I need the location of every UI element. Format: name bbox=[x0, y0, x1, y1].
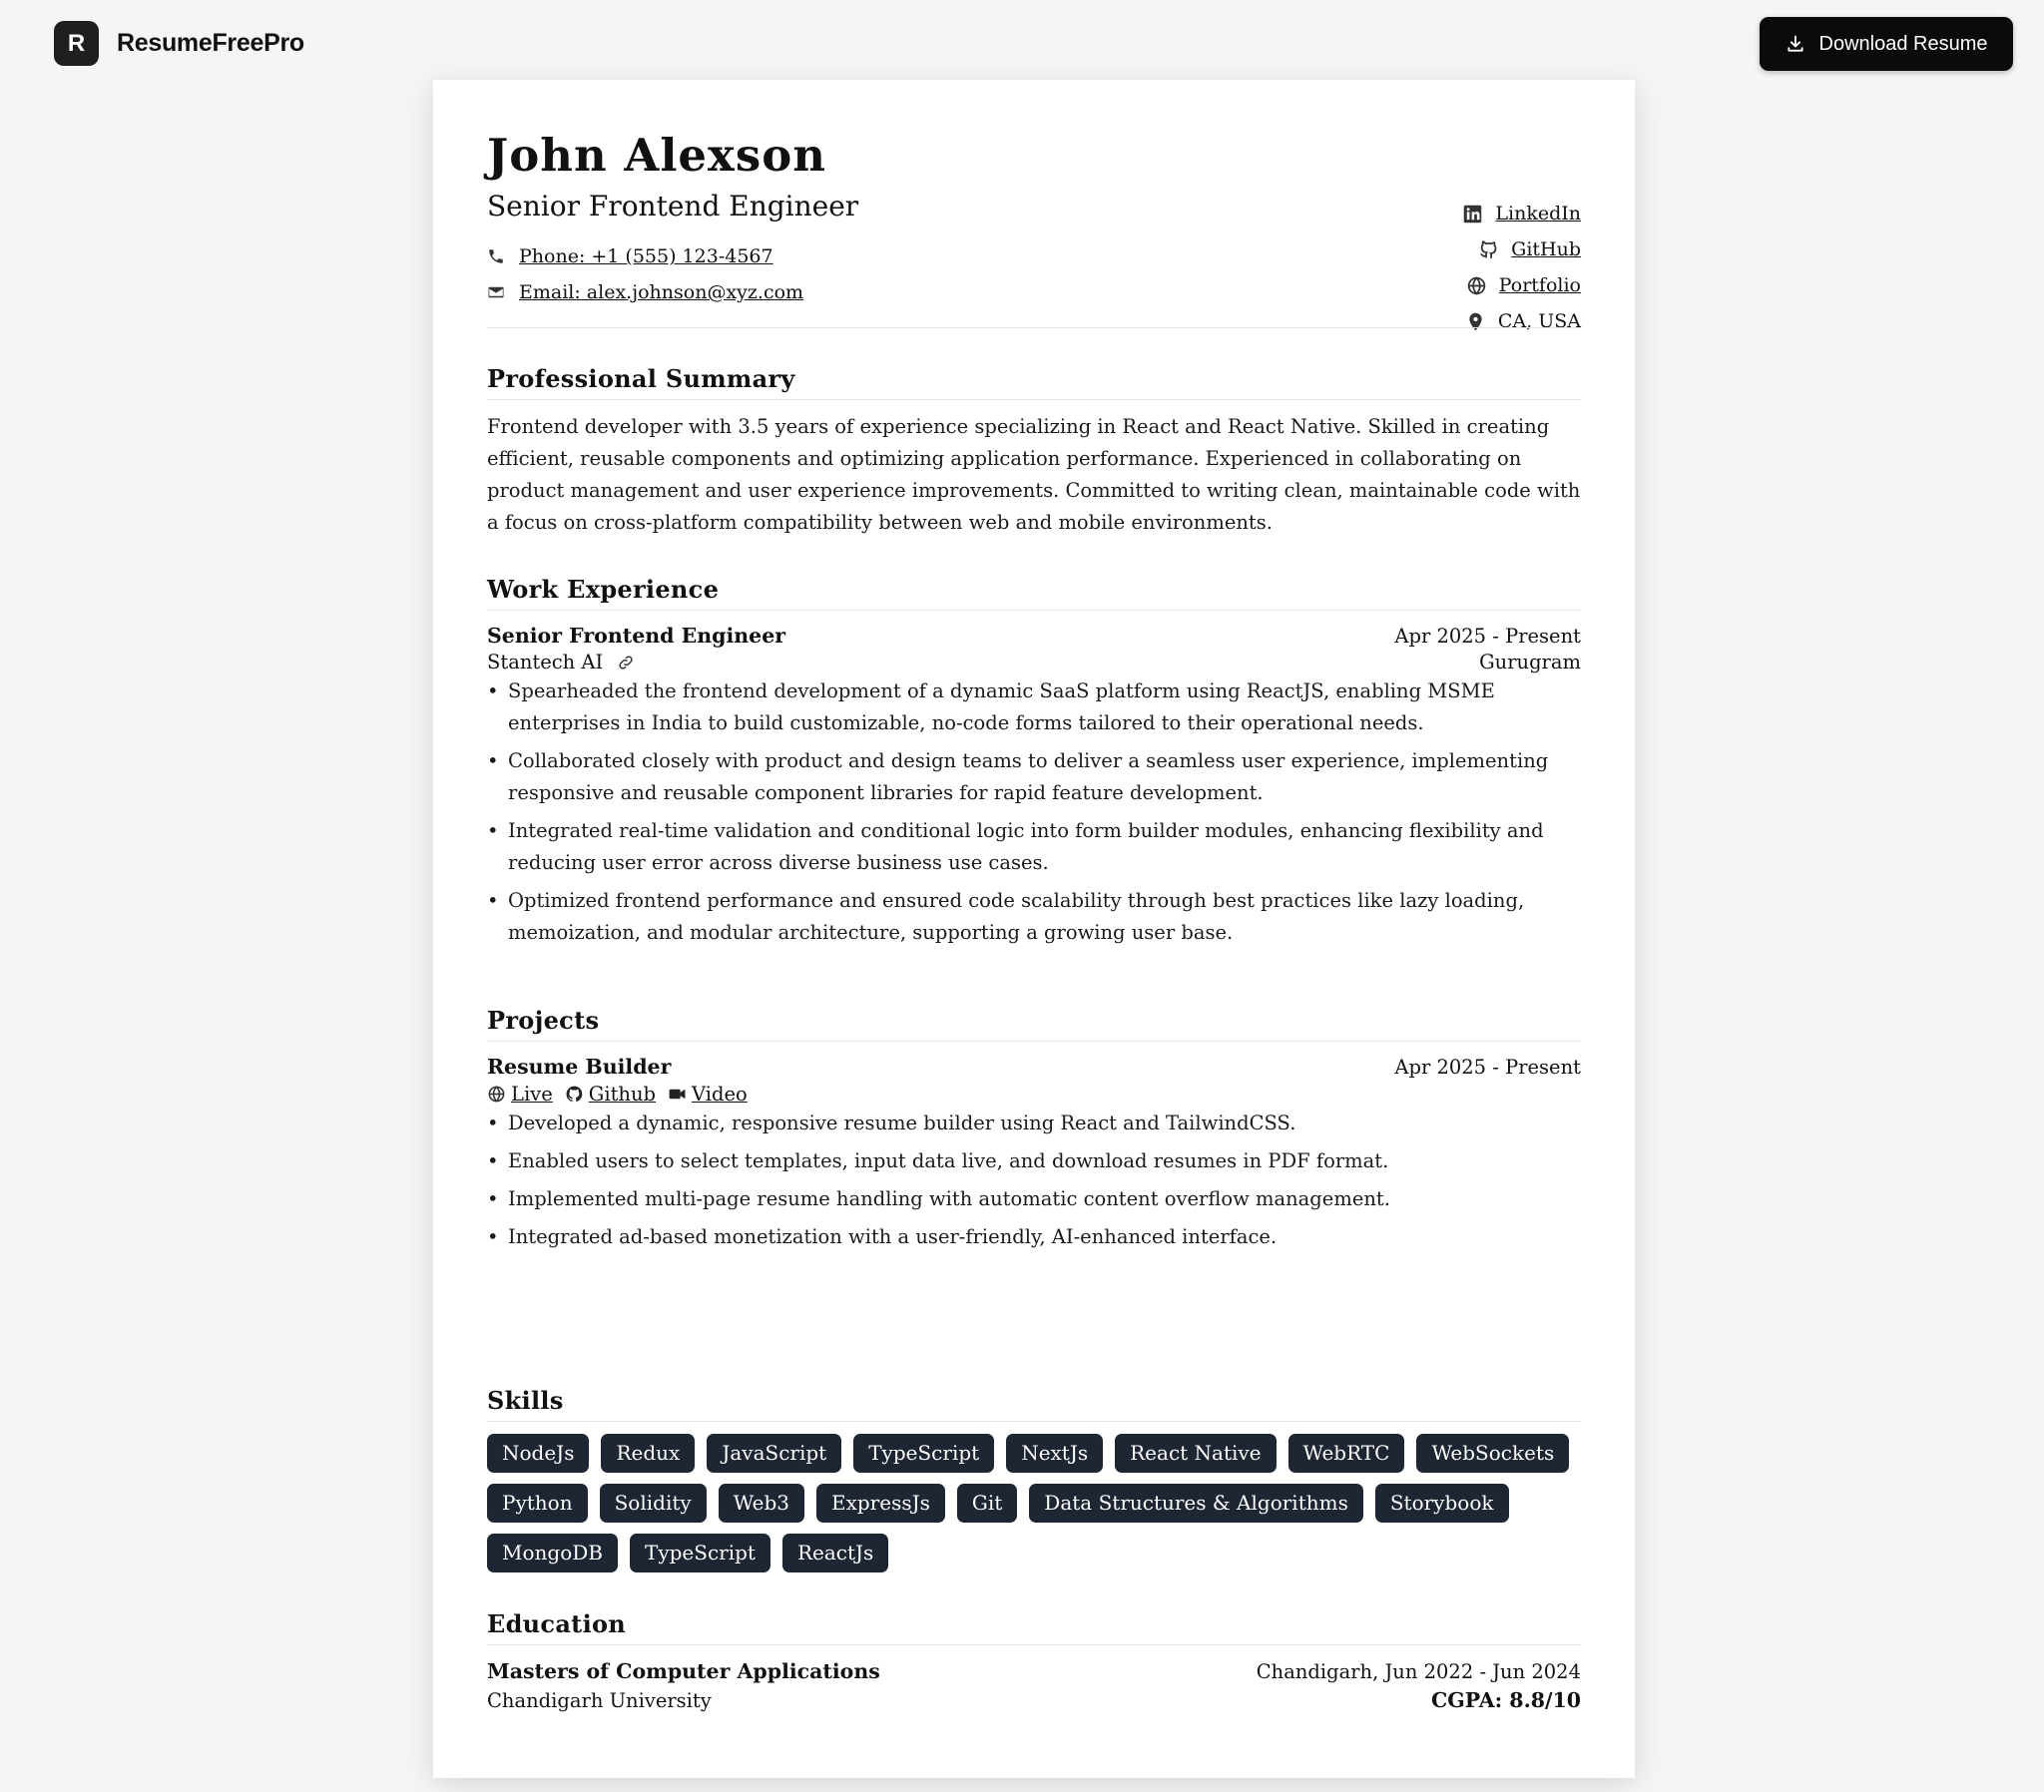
projects-heading: Projects bbox=[487, 1006, 1581, 1042]
download-resume-button[interactable] bbox=[1760, 17, 2013, 71]
phone-icon bbox=[487, 247, 505, 265]
project-name: Resume Builder bbox=[487, 1055, 672, 1079]
skill-chip: MongoDB bbox=[487, 1534, 618, 1572]
experience-heading: Work Experience bbox=[487, 575, 1581, 611]
project-links bbox=[487, 1083, 1581, 1106]
project-github-link[interactable]: Github bbox=[588, 1083, 657, 1106]
skill-chip: JavaScript bbox=[707, 1434, 841, 1473]
list-item: • Integrated ad-based monetization with a user-friendly, AI-enhanced interface. bbox=[487, 1221, 1581, 1253]
skill-chip: WebSockets bbox=[1416, 1434, 1569, 1473]
mail-icon bbox=[487, 283, 505, 301]
skill-chip: WebRTC bbox=[1288, 1434, 1405, 1473]
skill-chip: ExpressJs bbox=[816, 1484, 945, 1523]
download-resume-label: Download Resume bbox=[1818, 32, 1988, 55]
download-icon bbox=[1786, 34, 1805, 54]
link-icon[interactable] bbox=[617, 654, 635, 672]
linkedin-row bbox=[1462, 203, 1581, 224]
resume-paper bbox=[433, 80, 1635, 1778]
project-video-link[interactable]: Video bbox=[692, 1083, 748, 1106]
education-grade: CGPA: 8.8/10 bbox=[1430, 1688, 1581, 1712]
skills-section bbox=[487, 1386, 1581, 1572]
linkedin-icon bbox=[1462, 204, 1483, 224]
education-section bbox=[487, 1609, 1581, 1712]
project-bullets bbox=[487, 1108, 1581, 1253]
brand[interactable] bbox=[54, 21, 304, 66]
github-link[interactable]: GitHub bbox=[1511, 238, 1581, 260]
github-row bbox=[1478, 238, 1581, 260]
brand-logo: R bbox=[54, 21, 99, 66]
list-item: • Enabled users to select templates, input data live, and download resumes in PDF format. bbox=[487, 1145, 1581, 1177]
project-github[interactable] bbox=[565, 1083, 656, 1106]
skills-heading: Skills bbox=[487, 1386, 1581, 1422]
skill-chip: ReactJs bbox=[782, 1534, 888, 1572]
education-degree-row bbox=[487, 1659, 1581, 1683]
summary-section bbox=[487, 364, 1581, 539]
project-live-link[interactable]: Live bbox=[511, 1083, 553, 1106]
skill-chip: React Native bbox=[1115, 1434, 1276, 1473]
skill-chip: NextJs bbox=[1006, 1434, 1103, 1473]
phone-link[interactable]: Phone: +1 (555) 123-4567 bbox=[519, 245, 773, 267]
summary-heading: Professional Summary bbox=[487, 364, 1581, 400]
experience-company-row bbox=[487, 651, 1581, 673]
education-place-dates: Chandigarh, Jun 2022 - Jun 2024 bbox=[1256, 1660, 1581, 1683]
summary-text: Frontend developer with 3.5 years of experience specializing in React and React Native. Skilled in creating efficient, reusable components and optimizing application performance. Experienced in collaborating on product management and user experience improvements. Committed to writing clean, maintainable code with a focus on cross-platform compatibility between web and mobile environments. bbox=[487, 415, 1581, 534]
globe-icon bbox=[487, 1085, 506, 1104]
list-item: • Implemented multi-page resume handling with automatic content overflow management. bbox=[487, 1183, 1581, 1215]
skill-chip: TypeScript bbox=[630, 1534, 770, 1572]
github-icon bbox=[1478, 239, 1499, 260]
location-text: CA, USA bbox=[1497, 310, 1581, 332]
portfolio-row bbox=[1466, 274, 1581, 296]
globe-icon bbox=[1466, 275, 1487, 296]
project-video[interactable] bbox=[668, 1083, 748, 1106]
experience-role-row bbox=[487, 624, 1581, 648]
video-camera-icon bbox=[668, 1085, 687, 1104]
skill-chip: Python bbox=[487, 1484, 588, 1523]
skill-chip: Git bbox=[957, 1484, 1017, 1523]
education-degree: Masters of Computer Applications bbox=[487, 1659, 880, 1683]
location-row bbox=[1465, 310, 1581, 332]
experience-company: Stantech AI bbox=[487, 651, 604, 673]
list-item: • Optimized frontend performance and ensured code scalability through best practices like lazy loading, memoization, and modular architecture, supporting a growing user base. bbox=[487, 885, 1581, 949]
list-item: • Integrated real-time validation and conditional logic into form builder modules, enhancing flexibility and reducing user error across diverse business use cases. bbox=[487, 815, 1581, 879]
projects-section bbox=[487, 1006, 1581, 1259]
experience-dates: Apr 2025 - Present bbox=[1394, 625, 1581, 648]
skill-chip: Solidity bbox=[600, 1484, 707, 1523]
list-item: • Collaborated closely with product and design teams to deliver a seamless user experience, implementing responsive and reusable component libraries for rapid feature development. bbox=[487, 745, 1581, 809]
linkedin-link[interactable]: LinkedIn bbox=[1495, 203, 1581, 224]
email-row bbox=[487, 281, 803, 303]
experience-role: Senior Frontend Engineer bbox=[487, 624, 786, 648]
experience-section bbox=[487, 575, 1581, 955]
skill-chip: Web3 bbox=[719, 1484, 804, 1523]
education-heading: Education bbox=[487, 1609, 1581, 1645]
list-item: • Spearheaded the frontend development of a dynamic SaaS platform using ReactJS, enabling MSME enterprises in India to build customizable, no-code forms tailored to their operational needs. bbox=[487, 675, 1581, 739]
header-divider bbox=[487, 327, 1581, 328]
resume-title: Senior Frontend Engineer bbox=[487, 190, 859, 223]
list-item: • Developed a dynamic, responsive resume builder using React and TailwindCSS. bbox=[487, 1108, 1581, 1139]
project-title-row bbox=[487, 1055, 1581, 1079]
skill-chip: Storybook bbox=[1375, 1484, 1509, 1523]
brand-name: ResumeFreePro bbox=[117, 29, 304, 57]
email-link[interactable]: Email: alex.johnson@xyz.com bbox=[519, 281, 804, 303]
portfolio-link[interactable]: Portfolio bbox=[1498, 274, 1581, 296]
skill-chip: Redux bbox=[601, 1434, 695, 1473]
github-icon bbox=[565, 1085, 584, 1104]
phone-row bbox=[487, 245, 773, 267]
experience-bullets bbox=[487, 675, 1581, 949]
project-live[interactable] bbox=[487, 1083, 553, 1106]
skill-chip: Data Structures & Algorithms bbox=[1029, 1484, 1363, 1523]
resume-name: John Alexson bbox=[487, 129, 826, 182]
skill-chip: NodeJs bbox=[487, 1434, 589, 1473]
experience-location: Gurugram bbox=[1479, 651, 1581, 673]
map-pin-icon bbox=[1465, 311, 1486, 332]
education-school-row bbox=[487, 1688, 1581, 1712]
skill-chip: TypeScript bbox=[853, 1434, 994, 1473]
education-school: Chandigarh University bbox=[487, 1689, 712, 1712]
project-dates: Apr 2025 - Present bbox=[1394, 1056, 1581, 1079]
skills-list bbox=[487, 1434, 1581, 1572]
